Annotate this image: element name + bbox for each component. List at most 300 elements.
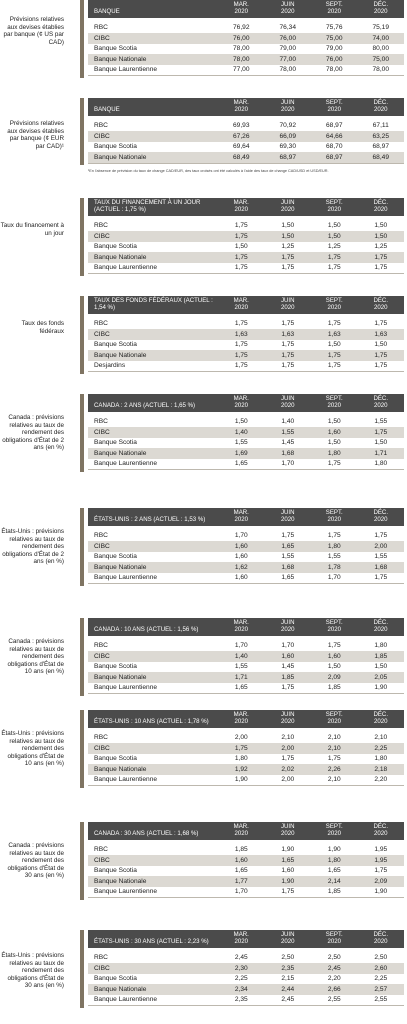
table-body <box>88 953 404 1007</box>
forecast-value: 1,68 <box>281 563 295 571</box>
bank-name: Banque Laurentienne <box>94 264 158 272</box>
table-header <box>88 394 404 412</box>
bank-name: CIBC <box>94 330 110 338</box>
table-row <box>88 427 404 438</box>
bank-name: CIBC <box>94 132 110 140</box>
forecast-value: 1,75 <box>374 351 388 359</box>
forecast-table <box>88 394 404 470</box>
forecast-value: 78,00 <box>372 66 389 74</box>
table-header <box>88 98 404 116</box>
table-header <box>88 508 404 526</box>
forecast-value: 1,75 <box>281 362 295 370</box>
forecast-value: 1,75 <box>374 253 388 261</box>
forecast-value: 1,80 <box>327 542 341 550</box>
table-body <box>88 221 404 275</box>
forecast-value: 68,70 <box>325 143 343 151</box>
column-header: MAR. 2020 <box>233 931 249 945</box>
column-header: MAR. 2020 <box>233 297 249 311</box>
table-row <box>88 221 404 232</box>
forecast-value: 1,75 <box>374 574 388 582</box>
table-row <box>88 733 404 744</box>
section-accent-bar <box>80 0 84 78</box>
bank-name: Banque Laurentienne <box>94 888 158 896</box>
table-row <box>88 995 404 1006</box>
bank-name: Banque Scotia <box>94 243 137 251</box>
section-accent-bar <box>80 296 84 374</box>
forecast-value: 2,50 <box>281 954 295 962</box>
bank-name: Banque Laurentienne <box>94 684 158 692</box>
table-row <box>88 984 404 995</box>
forecast-value: 1,69 <box>234 449 248 457</box>
forecast-value: 77,00 <box>232 66 250 74</box>
forecast-value: 1,75 <box>281 755 295 763</box>
forecast-value: 2,00 <box>281 744 295 752</box>
forecast-value: 1,95 <box>374 856 388 864</box>
bank-name: CIBC <box>94 964 110 972</box>
forecast-value: 2,45 <box>327 964 341 972</box>
forecast-value: 1,75 <box>281 320 295 328</box>
section-label: Taux du financement à un jour <box>0 222 64 237</box>
forecast-value: 78,00 <box>279 66 296 74</box>
table-row <box>88 953 404 964</box>
forecast-value: 1,55 <box>281 553 295 561</box>
table-row <box>88 448 404 459</box>
table-row <box>88 319 404 330</box>
forecast-value: 1,40 <box>234 428 248 436</box>
forecast-value: 1,75 <box>234 341 248 349</box>
table-row <box>88 651 404 662</box>
forecast-value: 1,75 <box>234 744 248 752</box>
forecast-value: 2,30 <box>234 964 248 972</box>
column-header: MAR. 2020 <box>233 823 249 837</box>
forecast-value: 1,85 <box>281 673 295 681</box>
forecast-value: 1,50 <box>327 341 341 349</box>
forecast-value: 1,80 <box>374 642 388 650</box>
forecast-value: 1,50 <box>327 439 341 447</box>
forecast-value: 2,18 <box>374 765 388 773</box>
forecast-value: 68,97 <box>325 153 343 161</box>
table-row <box>88 754 404 765</box>
bank-name: Banque Scotia <box>94 755 137 763</box>
table-body <box>88 319 404 373</box>
table-row <box>88 541 404 552</box>
column-header: MAR. 2020 <box>233 99 249 113</box>
forecast-value: 1,85 <box>327 888 341 896</box>
column-header: SEPT. 2020 <box>325 931 343 945</box>
forecast-value: 1,75 <box>327 362 341 370</box>
forecast-value: 1,90 <box>281 846 295 854</box>
bank-name: Banque Nationale <box>94 985 147 993</box>
column-header: MAR. 2020 <box>233 711 249 725</box>
table-row <box>88 855 404 866</box>
table-row <box>88 573 404 584</box>
section-label: Canada : prévisions relatives au taux de rendement des obligations d'État de 10 ans (en %) <box>7 638 64 676</box>
forecast-value: 1,95 <box>374 846 388 854</box>
forecast-value: 74,00 <box>372 34 389 42</box>
bank-name: RBC <box>94 642 108 650</box>
forecast-value: 69,30 <box>279 143 296 151</box>
forecast-value: 1,75 <box>327 460 341 468</box>
forecast-value: 1,70 <box>281 642 295 650</box>
bank-name: RBC <box>94 320 108 328</box>
forecast-value: 1,75 <box>327 755 341 763</box>
forecast-value: 67,26 <box>232 132 250 140</box>
forecast-value: 2,00 <box>374 542 388 550</box>
column-header: JUIN 2020 <box>280 711 295 725</box>
forecast-value: 1,75 <box>327 351 341 359</box>
forecast-table <box>88 930 404 1006</box>
column-header: JUIN 2020 <box>280 1 295 15</box>
forecast-value: 2,25 <box>234 975 248 983</box>
forecast-value: 1,90 <box>374 684 388 692</box>
forecast-value: 2,35 <box>234 996 248 1004</box>
table-row <box>88 764 404 775</box>
forecast-value: 1,55 <box>234 439 248 447</box>
forecast-value: 1,50 <box>234 243 248 251</box>
forecast-value: 2,09 <box>374 877 388 885</box>
table-row <box>88 142 404 153</box>
forecast-value: 1,75 <box>234 320 248 328</box>
bank-name: Banque Nationale <box>94 673 147 681</box>
bank-name: Banque Scotia <box>94 867 137 875</box>
bank-name: CIBC <box>94 428 110 436</box>
forecast-value: 79,00 <box>279 45 296 53</box>
column-header: MAR. 2020 <box>233 509 249 523</box>
bank-name: Desjardins <box>94 362 126 370</box>
table-row <box>88 552 404 563</box>
forecast-value: 1,90 <box>374 888 388 896</box>
table-header-title: TAUX DES FONDS FÉDÉRAUX (ACTUEL : 1,54 %) <box>94 297 213 311</box>
forecast-value: 1,75 <box>374 320 388 328</box>
forecast-value: 2,00 <box>281 776 295 784</box>
forecast-value: 1,63 <box>374 330 388 338</box>
bank-name: Banque Laurentienne <box>94 776 158 784</box>
table-header <box>88 710 404 728</box>
forecast-value: 2,50 <box>374 954 388 962</box>
table-row <box>88 974 404 985</box>
bank-name: Banque Nationale <box>94 253 147 261</box>
forecast-value: 1,75 <box>281 253 295 261</box>
section-label: États-Unis : prévisions relatives au taux de rendement des obligations d'État de 2 ans (en %) <box>1 528 64 566</box>
forecast-value: 1,65 <box>234 460 248 468</box>
table-header-title: BANQUE <box>94 105 120 113</box>
forecast-value: 2,35 <box>281 964 295 972</box>
section-label: Canada : prévisions relatives au taux de rendement des obligations d'État de 30 ans (en %) <box>7 842 64 880</box>
table-header-title: ÉTATS-UNIS : 2 ANS (ACTUEL : 1,53 %) <box>94 515 206 523</box>
table-row <box>88 252 404 263</box>
forecast-value: 1,65 <box>281 574 295 582</box>
section-label: Prévisions relatives aux devises établies par banque (¢ EUR par CAD)¹ <box>7 120 64 150</box>
table-header-title: TAUX DU FINANCEMENT À UN JOUR (ACTUEL : 1,75 %) <box>94 199 201 213</box>
forecast-value: 1,50 <box>374 222 388 230</box>
table-row <box>88 231 404 242</box>
forecast-value: 76,00 <box>232 34 250 42</box>
table-header-title: CANADA : 2 ANS (ACTUEL : 1,65 %) <box>94 401 196 409</box>
bank-name: Banque Nationale <box>94 153 147 161</box>
forecast-value: 76,92 <box>232 24 250 32</box>
forecast-value: 1,75 <box>327 253 341 261</box>
forecast-value: 1,50 <box>374 341 388 349</box>
table-header <box>88 296 404 314</box>
table-body <box>88 121 404 164</box>
column-header: JUIN 2020 <box>280 199 295 213</box>
forecast-value: 2,57 <box>374 985 388 993</box>
forecast-value: 75,19 <box>372 24 389 32</box>
section-accent-bar <box>80 394 84 472</box>
forecast-value: 1,55 <box>374 553 388 561</box>
forecast-value: 2,50 <box>327 954 341 962</box>
bank-name: RBC <box>94 734 108 742</box>
forecast-value: 67,11 <box>372 122 389 130</box>
column-header: JUIN 2020 <box>280 395 295 409</box>
forecast-value: 1,75 <box>281 264 295 272</box>
forecast-value: 1,75 <box>234 253 248 261</box>
forecast-value: 2,20 <box>374 776 388 784</box>
forecast-value: 1,50 <box>327 418 341 426</box>
column-header: SEPT. 2020 <box>325 1 343 15</box>
forecast-table <box>88 296 404 372</box>
table-row <box>88 743 404 754</box>
table-row <box>88 340 404 351</box>
bank-name: Banque Nationale <box>94 449 147 457</box>
column-header: DÉC. 2020 <box>373 395 389 409</box>
forecast-value: 1,50 <box>327 222 341 230</box>
column-header: SEPT. 2020 <box>325 711 343 725</box>
forecast-value: 1,50 <box>327 663 341 671</box>
forecast-value: 78,00 <box>325 66 343 74</box>
forecast-value: 1,50 <box>327 232 341 240</box>
section-accent-bar <box>80 822 84 900</box>
forecast-value: 1,55 <box>327 553 341 561</box>
forecast-value: 2,45 <box>234 954 248 962</box>
bank-name: CIBC <box>94 34 110 42</box>
table-body <box>88 23 404 77</box>
table-body <box>88 733 404 787</box>
forecast-value: 1,50 <box>374 663 388 671</box>
forecast-value: 2,45 <box>281 996 295 1004</box>
table-row <box>88 775 404 786</box>
forecast-value: 1,60 <box>327 652 341 660</box>
section-accent-bar <box>80 98 84 165</box>
bank-name: Banque Laurentienne <box>94 996 158 1004</box>
forecast-value: 1,75 <box>281 532 295 540</box>
forecast-value: 1,60 <box>281 867 295 875</box>
forecast-value: 1,75 <box>327 532 341 540</box>
forecast-table <box>88 98 404 164</box>
table-body <box>88 845 404 899</box>
forecast-value: 1,70 <box>327 574 341 582</box>
forecast-value: 1,75 <box>327 264 341 272</box>
forecast-value: 1,60 <box>234 542 248 550</box>
forecast-value: 1,68 <box>374 563 388 571</box>
column-header: MAR. 2020 <box>233 395 249 409</box>
forecast-value: 1,65 <box>327 867 341 875</box>
section-label: États-Unis : prévisions relatives au taux de rendement des obligations d'État de 10 ans (en %) <box>1 730 64 768</box>
table-header <box>88 0 404 18</box>
forecast-value: 1,63 <box>327 330 341 338</box>
forecast-value: 1,71 <box>234 673 248 681</box>
table-row <box>88 672 404 683</box>
table-row <box>88 23 404 34</box>
table-header <box>88 822 404 840</box>
forecast-value: 66,09 <box>279 132 296 140</box>
forecast-value: 76,00 <box>325 55 343 63</box>
column-header: DÉC. 2020 <box>373 823 389 837</box>
column-header: JUIN 2020 <box>280 823 295 837</box>
table-row <box>88 683 404 694</box>
forecast-value: 1,92 <box>234 765 248 773</box>
forecast-value: 1,60 <box>281 652 295 660</box>
bank-name: RBC <box>94 222 108 230</box>
bank-name: Banque Nationale <box>94 765 147 773</box>
column-header: DÉC. 2020 <box>373 1 389 15</box>
forecast-value: 68,97 <box>372 143 389 151</box>
forecast-value: 2,09 <box>327 673 341 681</box>
forecast-value: 2,60 <box>374 964 388 972</box>
table-body <box>88 531 404 585</box>
forecast-value: 2,26 <box>327 765 341 773</box>
bank-name: Banque Nationale <box>94 351 147 359</box>
forecast-value: 1,75 <box>234 264 248 272</box>
bank-name: Banque Nationale <box>94 563 147 571</box>
forecast-value: 1,75 <box>374 264 388 272</box>
section-label: États-Unis : prévisions relatives au taux de rendement des obligations d'État de 30 ans (en %) <box>1 952 64 990</box>
forecast-value: 1,78 <box>327 563 341 571</box>
forecast-value: 1,75 <box>234 362 248 370</box>
table-row <box>88 641 404 652</box>
bank-name: RBC <box>94 532 108 540</box>
forecast-value: 1,75 <box>281 341 295 349</box>
forecast-value: 1,62 <box>234 563 248 571</box>
forecast-value: 1,65 <box>234 867 248 875</box>
forecast-value: 2,10 <box>281 734 295 742</box>
forecast-value: 69,64 <box>232 143 250 151</box>
forecast-value: 1,55 <box>234 663 248 671</box>
section-label: Canada : prévisions relatives au taux de rendement des obligations d'État de 2 ans (en %) <box>2 414 64 452</box>
forecast-value: 1,75 <box>374 532 388 540</box>
bank-name: Banque Nationale <box>94 55 147 63</box>
bank-name: RBC <box>94 122 108 130</box>
forecast-value: 1,75 <box>327 320 341 328</box>
bank-name: Banque Laurentienne <box>94 460 158 468</box>
column-header: SEPT. 2020 <box>325 395 343 409</box>
forecast-value: 68,49 <box>232 153 250 161</box>
bank-name: RBC <box>94 418 108 426</box>
forecast-value: 1,90 <box>234 776 248 784</box>
table-row <box>88 562 404 573</box>
forecast-value: 77,00 <box>279 55 296 63</box>
forecast-value: 2,55 <box>374 996 388 1004</box>
forecast-value: 1,68 <box>281 449 295 457</box>
forecast-value: 1,55 <box>281 428 295 436</box>
forecast-value: 78,00 <box>232 45 250 53</box>
forecast-value: 1,45 <box>281 663 295 671</box>
forecast-value: 1,90 <box>281 877 295 885</box>
forecast-value: 1,50 <box>374 439 388 447</box>
column-header: SEPT. 2020 <box>325 99 343 113</box>
forecast-value: 1,75 <box>327 642 341 650</box>
table-header-title: CANADA : 10 ANS (ACTUEL : 1,56 %) <box>94 625 199 633</box>
forecast-value: 1,50 <box>281 222 295 230</box>
column-header: SEPT. 2020 <box>325 199 343 213</box>
forecast-value: 1,80 <box>374 460 388 468</box>
forecast-value: 78,00 <box>232 55 250 63</box>
table-header-title: ÉTATS-UNIS : 10 ANS (ACTUEL : 1,78 %) <box>94 717 209 725</box>
forecast-value: 1,60 <box>234 856 248 864</box>
forecast-value: 1,80 <box>327 449 341 457</box>
forecast-value: 75,76 <box>325 24 343 32</box>
bank-name: Banque Scotia <box>94 663 137 671</box>
section-accent-bar <box>80 930 84 1008</box>
forecast-value: 1,75 <box>281 684 295 692</box>
forecast-value: 1,65 <box>281 856 295 864</box>
forecast-value: 68,97 <box>279 153 296 161</box>
forecast-value: 1,77 <box>234 877 248 885</box>
column-header: DÉC. 2020 <box>373 509 389 523</box>
table-row <box>88 350 404 361</box>
bank-name: CIBC <box>94 652 110 660</box>
table-row <box>88 33 404 44</box>
table-row <box>88 876 404 887</box>
table-header-title: BANQUE <box>94 7 120 15</box>
forecast-value: 1,80 <box>327 856 341 864</box>
column-header: DÉC. 2020 <box>373 931 389 945</box>
forecast-value: 1,85 <box>374 652 388 660</box>
table-row <box>88 438 404 449</box>
table-row <box>88 417 404 428</box>
forecast-value: 68,49 <box>372 153 389 161</box>
forecast-value: 64,66 <box>325 132 343 140</box>
forecast-value: 1,85 <box>327 684 341 692</box>
table-row <box>88 662 404 673</box>
bank-name: Banque Nationale <box>94 877 147 885</box>
bank-name: RBC <box>94 24 108 32</box>
column-header: SEPT. 2020 <box>325 509 343 523</box>
forecast-value: 2,00 <box>234 734 248 742</box>
forecast-value: 1,75 <box>374 362 388 370</box>
table-row <box>88 866 404 877</box>
forecast-value: 2,25 <box>374 975 388 983</box>
forecast-value: 2,10 <box>374 734 388 742</box>
bank-name: Banque Scotia <box>94 143 137 151</box>
forecast-value: 2,34 <box>234 985 248 993</box>
forecast-table <box>88 710 404 786</box>
forecast-value: 2,10 <box>327 734 341 742</box>
forecast-value: 68,97 <box>325 122 343 130</box>
forecast-value: 1,75 <box>281 351 295 359</box>
forecast-value: 75,00 <box>372 55 389 63</box>
forecast-table <box>88 0 404 76</box>
section-accent-bar <box>80 618 84 696</box>
table-header-title: ÉTATS-UNIS : 30 ANS (ACTUEL : 2,23 %) <box>94 937 209 945</box>
forecast-value: 1,75 <box>374 867 388 875</box>
table-header <box>88 930 404 948</box>
forecast-value: 76,34 <box>279 24 296 32</box>
section-label: Taux des fonds fédéraux <box>21 320 64 335</box>
column-header: SEPT. 2020 <box>325 823 343 837</box>
forecast-value: 1,50 <box>374 232 388 240</box>
forecast-value: 1,85 <box>234 846 248 854</box>
forecast-value: 1,40 <box>234 652 248 660</box>
forecast-value: 1,75 <box>374 428 388 436</box>
forecast-value: 70,92 <box>279 122 296 130</box>
forecast-value: 1,70 <box>281 460 295 468</box>
bank-name: Banque Scotia <box>94 553 137 561</box>
forecast-table <box>88 508 404 584</box>
bank-name: CIBC <box>94 744 110 752</box>
table-header <box>88 618 404 636</box>
forecast-value: 75,00 <box>325 34 343 42</box>
